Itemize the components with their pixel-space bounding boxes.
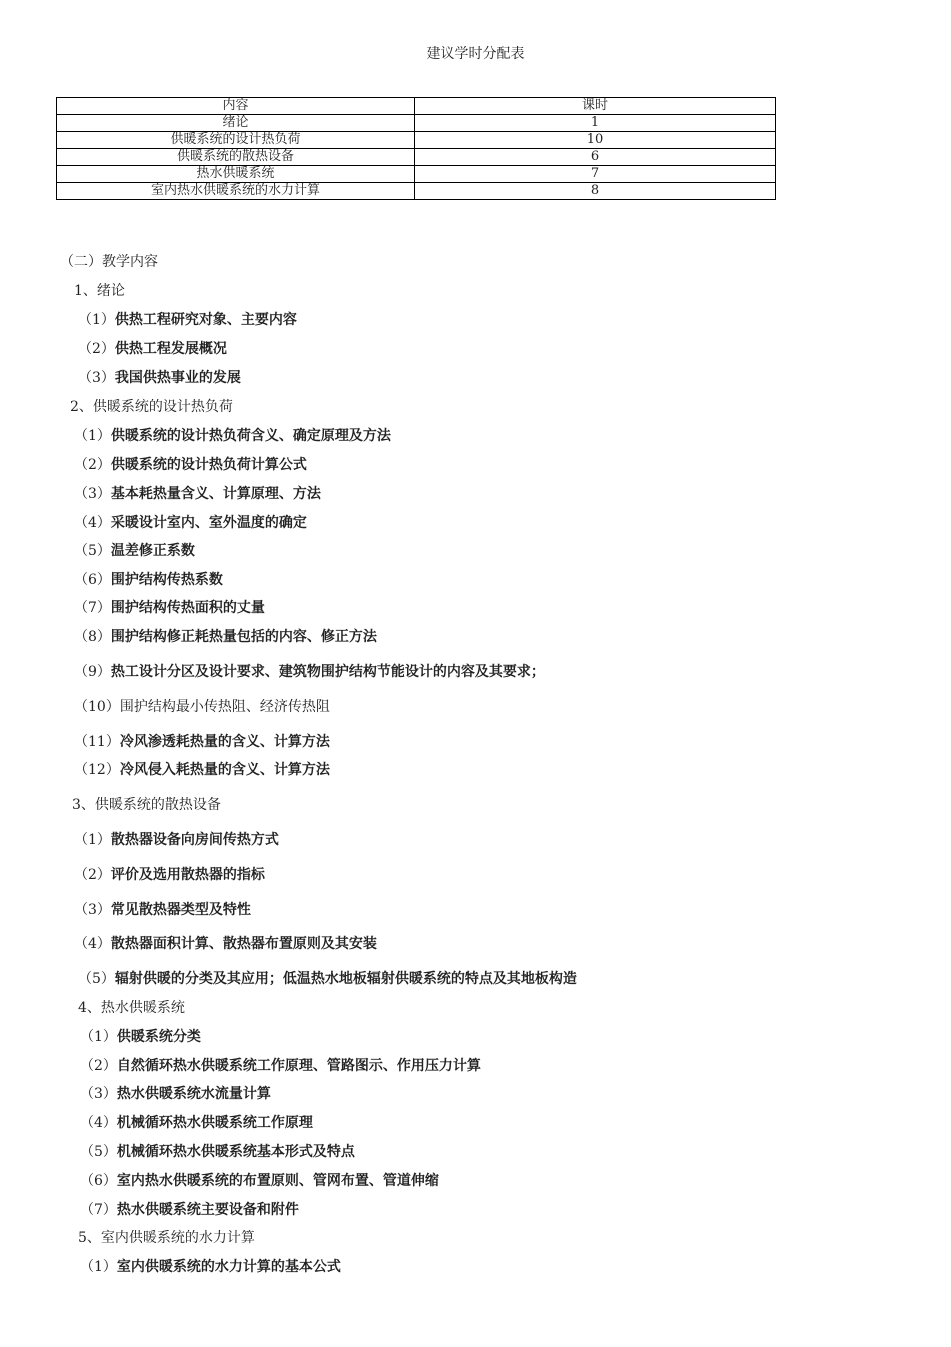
chapter-heading: 4、热水供暖系统 [78,1000,185,1016]
list-item [80,1084,271,1104]
item-text: 供暖系统分类 [116,1029,201,1045]
table-cell-content: 供暖系统的设计热负荷 [57,132,415,149]
item-text: 供热工程研究对象、主要内容 [114,312,297,328]
list-item [80,1027,201,1047]
item-number: （1） [74,428,111,444]
list-item [80,1171,439,1191]
item-text: 供暖系统的设计热负荷含义、确定原理及方法 [110,428,391,444]
item-number: （5） [80,1144,117,1160]
item-text: 采暖设计室内、室外温度的确定 [110,515,307,531]
list-item [80,1056,481,1076]
item-text: 室内热水供暖系统的布置原则、管网布置、管道伸缩 [116,1173,439,1189]
item-text: 热水供暖系统主要设备和附件 [116,1202,299,1218]
column-header-hours: 课时 [415,98,776,115]
item-number: （3） [74,486,111,502]
list-item [80,1113,313,1133]
item-text: 冷风侵入耗热量的含义、计算方法 [119,762,330,778]
item-number: （5） [78,971,115,987]
list-item [74,513,307,533]
table-header-row [57,98,776,115]
item-text: 围护结构传热面积的丈量 [110,600,265,616]
item-text: 基本耗热量含义、计算原理、方法 [110,486,321,502]
item-text: 围护结构修正耗热量包括的内容、修正方法 [110,629,377,645]
item-text: 散热器面积计算、散热器布置原则及其安装 [110,936,377,952]
table-cell-hours: 10 [415,132,776,149]
item-number: （5） [74,543,111,559]
item-text: 自然循环热水供暖系统工作原理、管路图示、作用压力计算 [116,1058,481,1074]
list-item [74,426,391,446]
list-item [74,697,330,717]
list-item [74,662,545,682]
list-item [74,934,377,954]
item-text: 辐射供暖的分类及其应用；低温热水地板辐射供暖系统的特点及其地板构造 [114,971,577,987]
item-number: （1） [80,1259,117,1275]
table-row [57,166,776,183]
item-text: 常见散热器类型及特性 [110,902,251,918]
table-cell-hours: 6 [415,149,776,166]
item-text: 围护结构最小传热阻、经济传热阻 [119,699,330,715]
table-cell-content: 热水供暖系统 [57,166,415,183]
item-text: 评价及选用散热器的指标 [110,867,265,883]
item-number: （4） [74,936,111,952]
item-number: （1） [74,832,111,848]
item-number: （4） [74,515,111,531]
item-text: 散热器设备向房间传热方式 [110,832,279,848]
item-number: （3） [74,902,111,918]
chapter-heading: 5、室内供暖系统的水力计算 [78,1230,255,1246]
list-item [74,830,279,850]
table-cell-content: 供暖系统的散热设备 [57,149,415,166]
item-number: （1） [78,312,115,328]
item-number: （8） [74,629,111,645]
item-number: （12） [74,762,120,778]
item-text: 热工设计分区及设计要求、建筑物围护结构节能设计的内容及其要求； [110,664,545,680]
list-item [74,760,330,780]
list-item [74,900,251,920]
list-item [74,455,307,475]
list-item [78,969,577,989]
chapter-heading: 3、供暖系统的散热设备 [72,797,221,813]
item-text: 机械循环热水供暖系统基本形式及特点 [116,1144,355,1160]
item-text: 我国供热事业的发展 [114,370,241,386]
item-text: 机械循环热水供暖系统工作原理 [116,1115,313,1131]
list-item [74,541,195,561]
list-item [74,598,265,618]
list-item [74,570,223,590]
item-text: 冷风渗透耗热量的含义、计算方法 [119,734,330,750]
item-number: （4） [80,1115,117,1131]
item-number: （9） [74,664,111,680]
page-title: 建议学时分配表 [426,46,525,62]
list-item [78,339,227,359]
item-number: （7） [74,600,111,616]
item-text: 供热工程发展概况 [114,341,227,357]
item-number: （2） [74,457,111,473]
list-item [80,1200,299,1220]
list-item [74,484,321,504]
table-row [57,183,776,200]
item-number: （2） [78,341,115,357]
list-item [80,1257,341,1277]
item-number: （6） [74,572,111,588]
hours-allocation-table [56,97,776,200]
table-cell-hours: 8 [415,183,776,200]
item-number: （11） [74,734,120,750]
list-item [78,368,241,388]
item-number: （6） [80,1173,117,1189]
table-row [57,149,776,166]
table-cell-content: 绪论 [57,115,415,132]
item-text: 温差修正系数 [110,543,195,559]
item-text: 热水供暖系统水流量计算 [116,1086,271,1102]
table-cell-hours: 7 [415,166,776,183]
list-item [74,865,265,885]
item-number: （2） [74,867,111,883]
item-text: 围护结构传热系数 [110,572,223,588]
item-number: （3） [80,1086,117,1102]
item-number: （1） [80,1029,117,1045]
list-item [80,1142,355,1162]
list-item [78,310,297,330]
item-text: 室内供暖系统的水力计算的基本公式 [116,1259,341,1275]
column-header-content: 内容 [57,98,415,115]
item-number: （7） [80,1202,117,1218]
chapter-heading: 1、绪论 [74,283,125,299]
table-row [57,132,776,149]
table-cell-hours: 1 [415,115,776,132]
section-title: （二）教学内容 [60,254,158,270]
table-cell-content: 室内热水供暖系统的水力计算 [57,183,415,200]
item-number: （3） [78,370,115,386]
item-text: 供暖系统的设计热负荷计算公式 [110,457,307,473]
item-number: （10） [74,699,120,715]
list-item [74,627,377,647]
item-number: （2） [80,1058,117,1074]
chapter-heading: 2、供暖系统的设计热负荷 [70,399,233,415]
list-item [74,732,330,752]
table-row [57,115,776,132]
